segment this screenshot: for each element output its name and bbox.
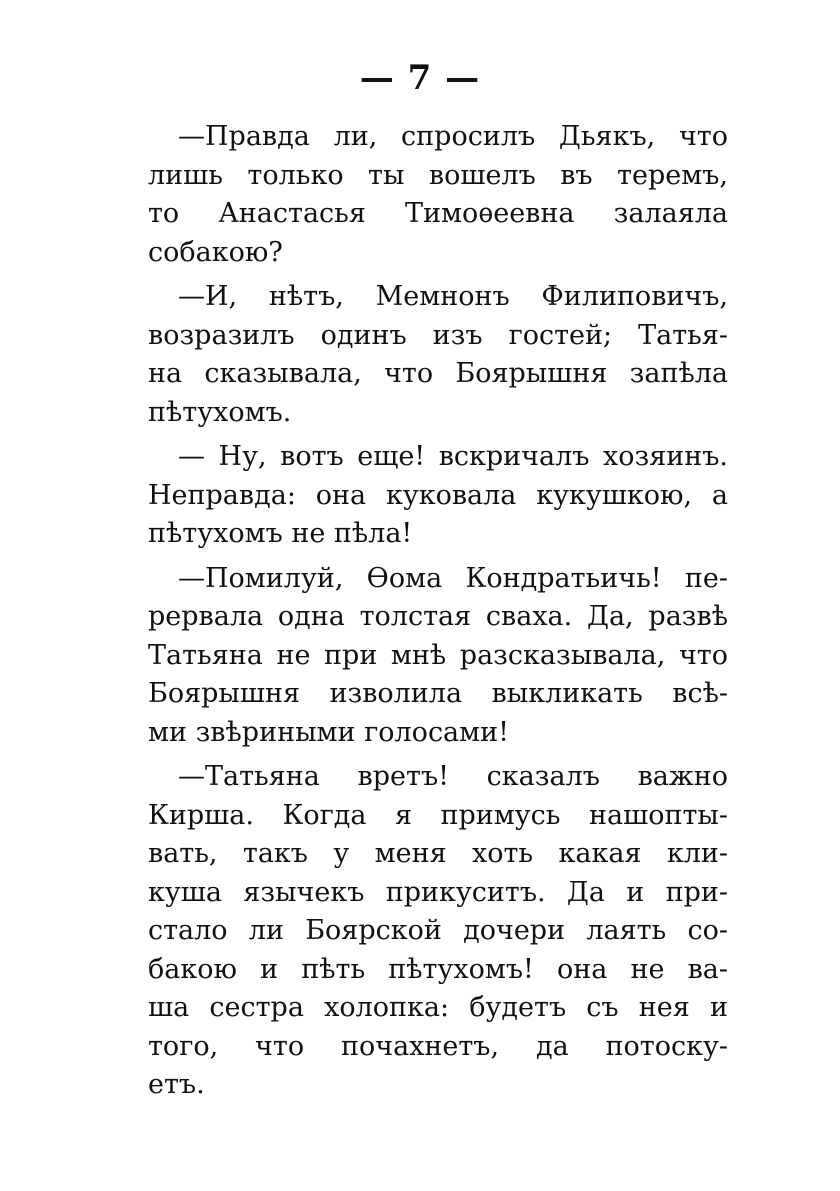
text-line: пѣтухомъ. — [148, 396, 292, 428]
text-line: того, что почахнетъ, да потоску- — [148, 1030, 728, 1062]
text-line: —Помилуй, Ѳома Кондратьичь! пе- — [178, 562, 728, 594]
text-line: на сказывала, что Боярышня запѣла — [148, 358, 728, 389]
text-body — [148, 118, 728, 1111]
page-number: — 7 — — [359, 58, 481, 98]
text-line: — Ну, вотъ еще! вскричалъ хозяинъ. — [178, 441, 728, 472]
paragraph — [148, 278, 728, 432]
text-line: то Анастасья Тимоѳеевна залаяла — [148, 198, 728, 229]
text-line: етъ. — [148, 1069, 205, 1100]
text-line: стало ли Боярской дочери лаять со- — [148, 915, 728, 946]
text-line: возразилъ одинъ изъ гостей; Татья- — [148, 319, 728, 351]
text-line: Неправда: она куковала кукушкою, а — [148, 479, 728, 511]
text-line: пѣтухомъ не пѣла! — [148, 518, 413, 549]
text-line: —Татьяна вретъ! сказалъ важно — [178, 761, 728, 792]
paragraph — [148, 758, 728, 1105]
text-line: бакою и пѣть пѣтухомъ! она не ва- — [148, 953, 728, 985]
text-line: лишь только ты вошелъ въ теремъ, — [148, 159, 728, 191]
text-line: Татьяна не при мнѣ разсказывала, что — [148, 639, 728, 671]
text-line: куша язычекъ прикуситъ. Да и при- — [148, 876, 728, 908]
text-line: рервала одна толстая сваха. Да, развѣ — [148, 601, 728, 632]
paragraph — [148, 560, 728, 753]
text-line: —И, нѣтъ, Мемнонъ Филиповичъ, — [178, 281, 728, 312]
paragraph — [148, 438, 728, 554]
text-line: Кирша. Когда я примусь нашопты- — [148, 799, 728, 831]
text-line: —Правда ли, спросилъ Дьякъ, что — [178, 121, 728, 152]
text-line: Боярышня изволила выкликать всѣ- — [148, 678, 728, 709]
text-line: собакою? — [148, 236, 283, 268]
text-line: вать, такъ у меня хоть какая кли- — [148, 838, 728, 869]
paragraph — [148, 118, 728, 272]
text-line: ша сестра холопка: будетъ съ нея и — [148, 992, 728, 1023]
text-line: ми звѣриными голосами! — [148, 716, 510, 748]
